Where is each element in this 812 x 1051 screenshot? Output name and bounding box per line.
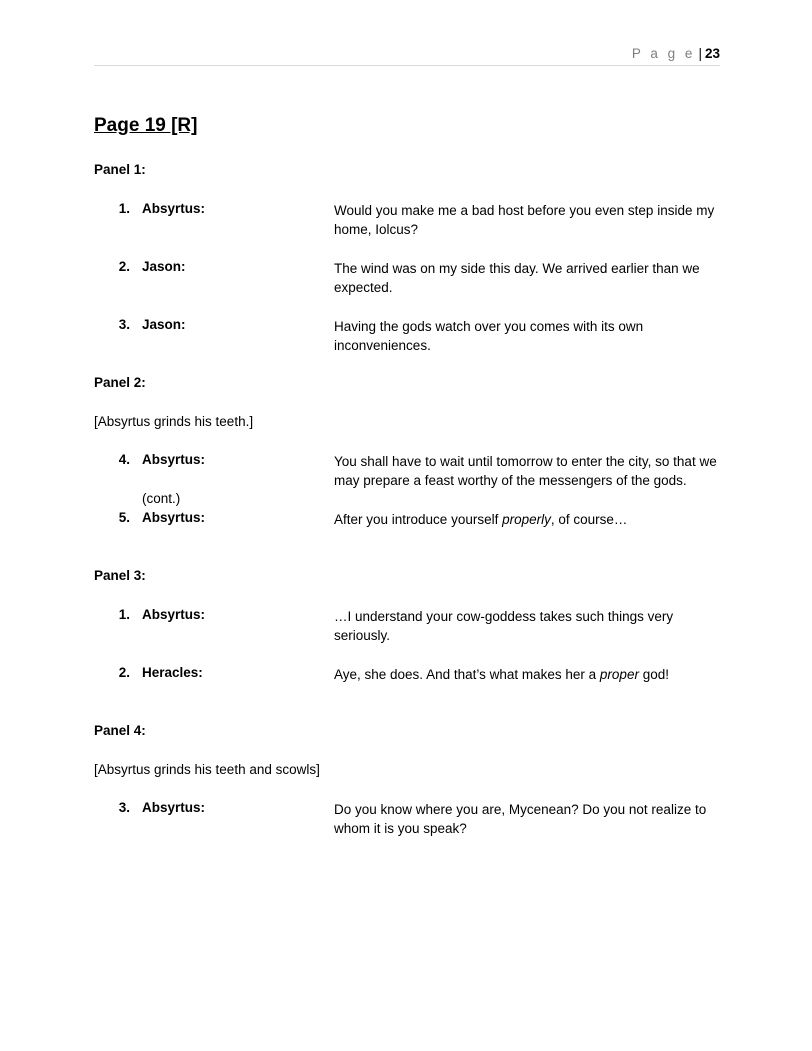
panel-heading: Panel 4: — [94, 723, 146, 738]
stage-direction: [Absyrtus grinds his teeth and scowls] — [94, 762, 320, 777]
line-number: 2. — [118, 665, 130, 680]
dialogue-text-part: , of course… — [550, 512, 628, 527]
page-word: P a g e — [631, 46, 696, 61]
speaker-name: Jason: — [142, 259, 186, 274]
dialogue-text-part: god! — [638, 667, 669, 682]
line-number: 3. — [118, 317, 130, 332]
speaker-name: Heracles: — [142, 665, 203, 680]
dialogue-text-part: Aye, she does. And that’s what makes her a — [334, 667, 600, 682]
dialogue-text: Having the gods watch over you comes with its own inconveniences. — [334, 319, 644, 353]
page-title: Page 19 [R] — [94, 115, 198, 136]
dialogue-text: Do you know where you are, Mycenean? Do you not realize to whom it is you speak? — [334, 802, 707, 836]
stage-direction: [Absyrtus grinds his teeth.] — [94, 414, 254, 429]
panel-heading: Panel 1: — [94, 162, 146, 177]
continued-label: (cont.) — [142, 491, 181, 506]
dialogue-text-part: After you introduce yourself — [334, 512, 503, 527]
speaker-name: Absyrtus: — [142, 607, 206, 622]
page-number: 23 — [704, 46, 720, 61]
panel-heading: Panel 3: — [94, 568, 146, 583]
dialogue-text — [334, 510, 720, 529]
dialogue-text: …I understand your cow-goddess takes such things very seriously. — [334, 609, 674, 643]
speaker-name: Absyrtus: — [142, 201, 206, 216]
speaker-name: Jason: — [142, 317, 186, 332]
dialogue-text: Would you make me a bad host before you even step inside my home, Iolcus? — [334, 203, 715, 237]
page-header — [94, 46, 720, 66]
dialogue-text: The wind was on my side this day. We arrived earlier than we expected. — [334, 261, 700, 295]
header-separator: | — [698, 46, 702, 61]
line-number: 1. — [118, 607, 130, 622]
dialogue-emphasis: properly — [502, 512, 551, 527]
panel-heading: Panel 2: — [94, 375, 146, 390]
dialogue-text: You shall have to wait until tomorrow to enter the city, so that we may prepare a feast worthy of the messengers of the gods. — [334, 454, 717, 488]
dialogue-text — [334, 665, 720, 684]
speaker-name: Absyrtus: — [142, 510, 206, 525]
dialogue-emphasis: proper — [599, 667, 639, 682]
line-number: 3. — [118, 800, 130, 815]
line-number: 2. — [118, 259, 130, 274]
line-number: 5. — [118, 510, 130, 525]
line-number: 4. — [118, 452, 130, 467]
speaker-name: Absyrtus: — [142, 452, 206, 467]
line-number: 1. — [118, 201, 130, 216]
speaker-name: Absyrtus: — [142, 800, 206, 815]
